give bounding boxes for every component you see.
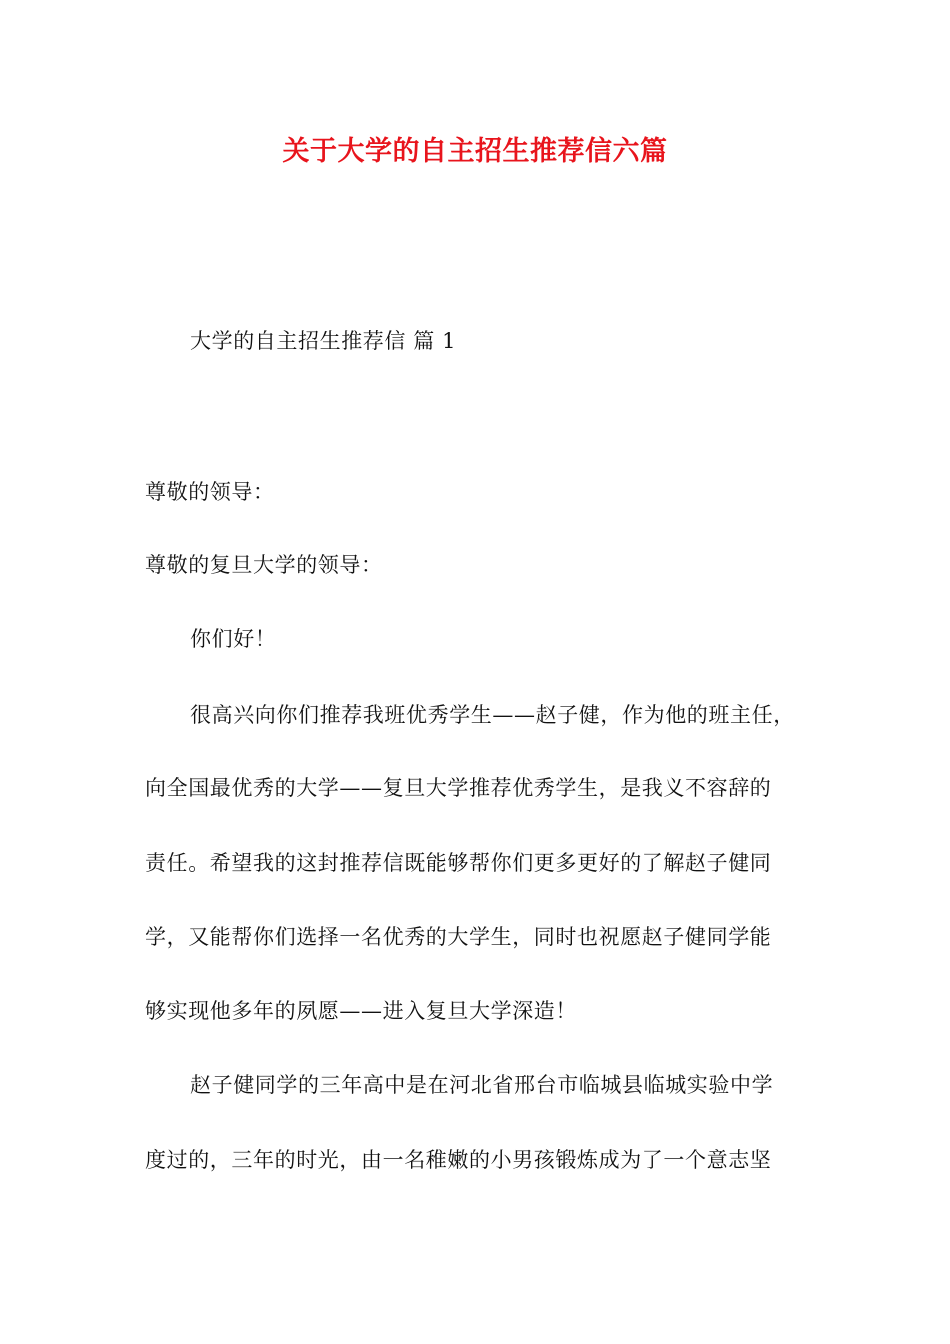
paragraph-line: 赵子健同学的三年高中是在河北省邢台市临城县临城实验中学: [190, 1073, 774, 1097]
paragraph-line: 度过的，三年的时光，由一名稚嫩的小男孩锻炼成为了一个意志坚: [145, 1148, 772, 1172]
paragraph-line: 向全国最优秀的大学——复旦大学推荐优秀学生，是我义不容辞的: [145, 776, 772, 800]
paragraph-line: 很高兴向你们推荐我班优秀学生——赵子健，作为他的班主任，: [190, 703, 795, 727]
document-title: 关于大学的自主招生推荐信六篇: [282, 136, 668, 167]
paragraph-line: 学，又能帮你们选择一名优秀的大学生，同时也祝愿赵子健同学能: [145, 925, 772, 949]
greeting-line: 你们好！: [190, 627, 277, 651]
salutation-line: 尊敬的复旦大学的领导：: [145, 553, 383, 577]
salutation-line: 尊敬的领导：: [145, 480, 275, 504]
paragraph-line: 责任。希望我的这封推荐信既能够帮你们更多更好的了解赵子健同: [145, 851, 772, 875]
section-heading: 大学的自主招生推荐信 篇 1: [190, 329, 457, 353]
paragraph-line: 够实现他多年的夙愿——进入复旦大学深造！: [145, 999, 577, 1023]
